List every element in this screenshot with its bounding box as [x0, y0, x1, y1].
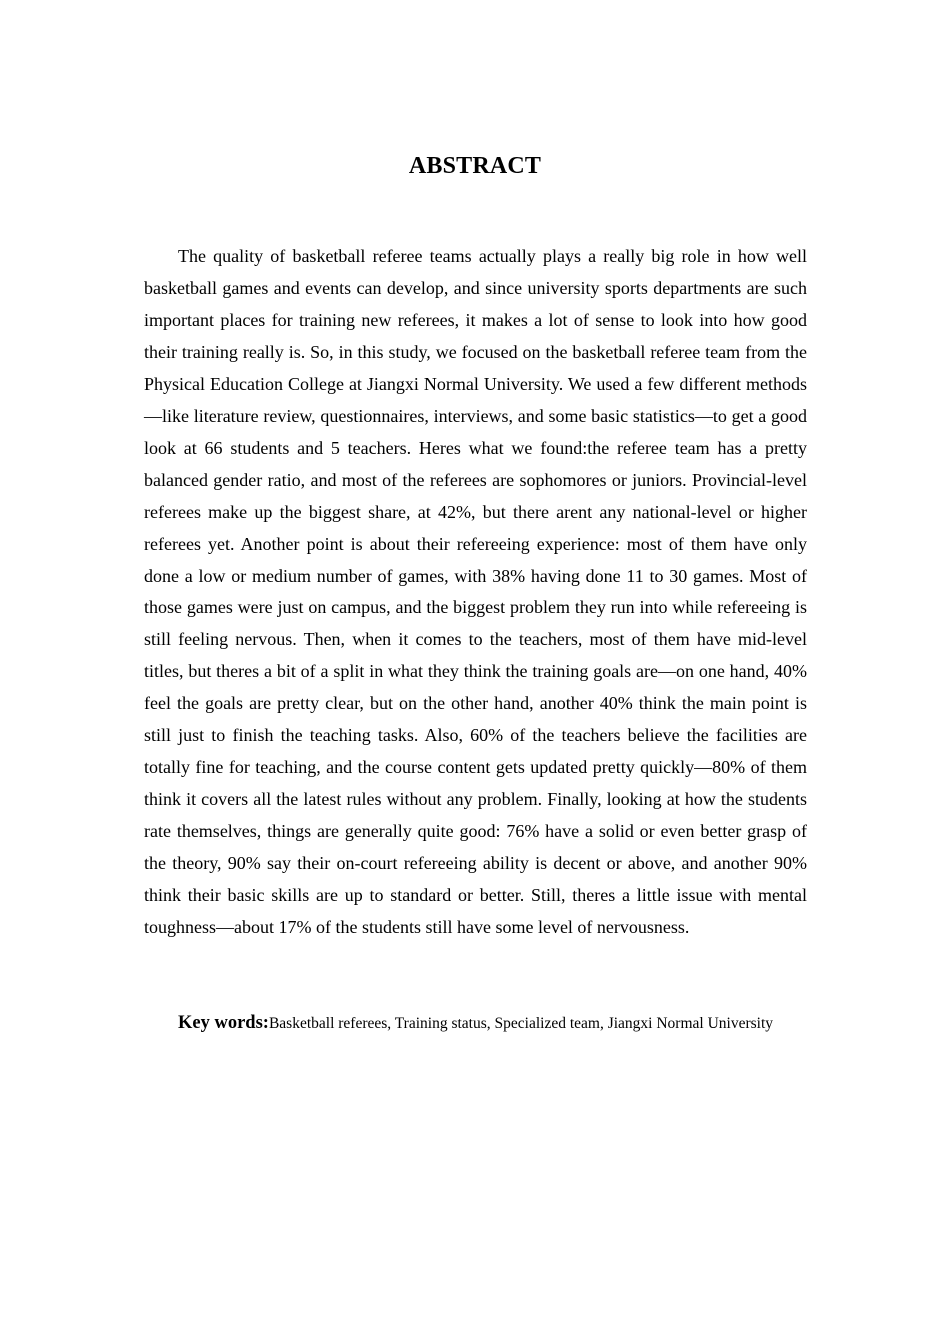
keywords-label: Key words: [178, 1013, 269, 1033]
keywords-list: Basketball referees, Training status, Specialized team, Jiangxi Normal University [268, 1015, 774, 1032]
abstract-paragraph: The quality of basketball referee teams actually plays a really big role in how well basketball games and events can develop, and since university sports departments are such important places for training new referees, it makes a lot of sense to look into how good their training really is. So, in this study, we focused on the basketball referee team from the Physical Education College at Jiangxi Normal University. We used a few different methods—like literature review, questionnaires, interviews, and some basic statistics—to get a good look at 66 students and 5 teachers. Heres what we found:the referee team has a pretty balanced gender ratio, and most of the referees are sophomores or juniors. Provincial-level referees make up the biggest share, at 42%, but there arent any national-level or higher referees yet. Another point is about their refereeing experience: most of them have only done a low or medium number of games, with 38% having done 11 to 30 games. Most of those games were just on campus, and the biggest problem they run into while refereeing is still feeling nervous. Then, when it comes to the teachers, most of them have mid-level titles, but theres a bit of a split in what they think the training goals are—on one hand, 40% feel the goals are pretty clear, but on the other hand, another 40% think the main point is still just to finish the teaching tasks. Also, 60% of the teachers believe the facilities are totally fine for teaching, and the course content gets updated pretty quickly—80% of them think it covers all the latest rules without any problem. Finally, looking at how the students rate themselves, things are generally quite good: 76% have a solid or even better grasp of the theory, 90% say their on-court refereeing ability is decent or above, and another 90% think their basic skills are up to standard or better. Still, theres a little issue with mental toughness—about 17% of the students still have some level of nervousness. [144, 246, 807, 938]
page-title: ABSTRACT [408, 153, 542, 179]
keywords-paragraph [144, 1008, 807, 1039]
